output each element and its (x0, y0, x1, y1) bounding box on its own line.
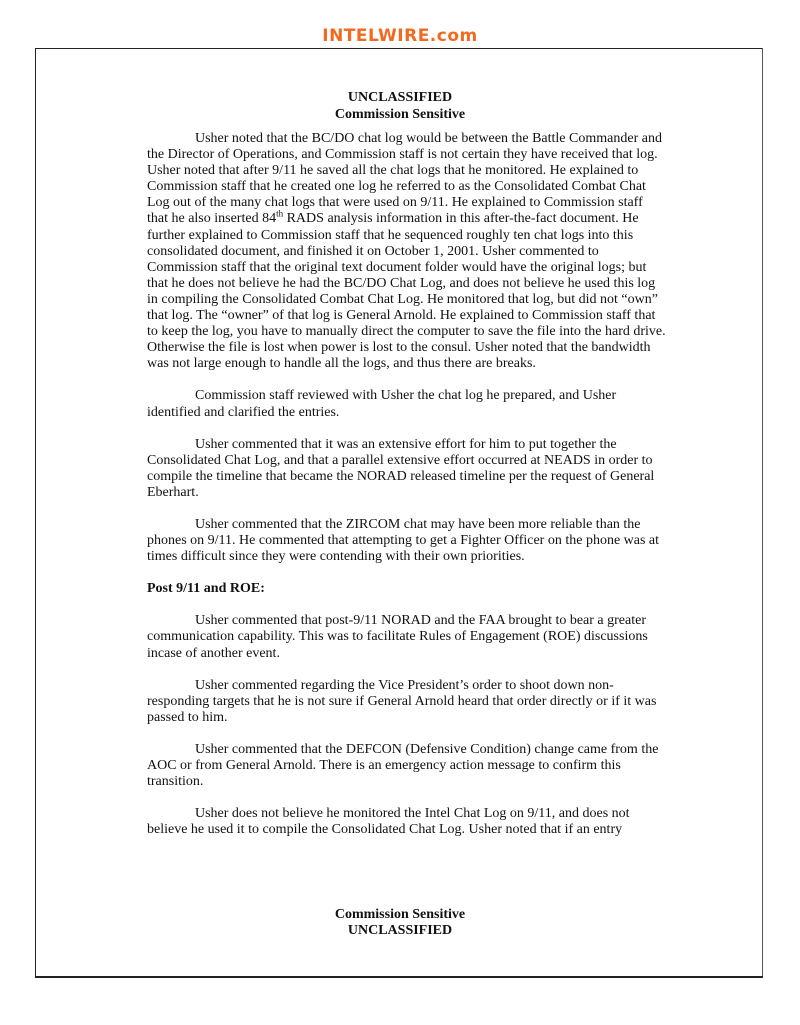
header-sensitivity: Commission Sensitive (334, 107, 466, 122)
header-classification: UNCLASSIFIED (347, 90, 453, 105)
paragraph-8: Usher does not believe he monitored the Intel Chat Log on 9/11, and does not believe he used it to compile the Consolidated Chat Log. Usher noted that if an entry (147, 806, 630, 838)
paragraph-2: Commission staff reviewed with Usher the chat log he prepared, and Usher identified and clarified the entries. (147, 388, 617, 420)
paragraph-4: Usher commented that the ZIRCOM chat may have been more reliable than the phones on 9/11. He commented that attempting to get a Fighter Officer on the phone was at times difficult since they were contending with their own priorities. (147, 516, 660, 565)
paragraph-1: Usher noted that the BC/DO chat log would be between the Battle Commander and the Director of Operations, and Commission staff is not certain they have received that log. Usher noted that after 9/11 he saved all the chat logs that he monitored. He explained to Commission staff that he created one log he referred to as the Consolidated Combat Chat Log out of the many chat logs that were used on 9/11. He explained to Commission staff that he also inserted 84th RADS analysis information in this after-the-fact document. He further explained to Commission staff that he sequenced roughly ten chat logs into this consolidated document, and finished it on October 1, 2001. Usher commented to Commission staff that the original text document folder would have the original logs; but that he does not believe he had the BC/DO Chat Log, and does not believe he used this log in compiling the Consolidated Combat Chat Log. He monitored that log, but did not “own” that log. The “owner” of that log is General Arnold. He explained to Commission staff that to keep the log, you have to manually direct the computer to save the file into the hard drive. Otherwise the file is lost when power is lost to the consul. Usher noted that the bandwidth was not large enough to handle all the logs, and thus there are breaks. (147, 131, 666, 372)
section-heading: Post 9/11 and ROE: (147, 581, 265, 597)
paragraph-7: Usher commented that the DEFCON (Defensive Condition) change came from the AOC or from General Arnold. There is an emergency action message to confirm this transition. (147, 741, 659, 790)
paragraph-3: Usher commented that it was an extensive effort for him to put together the Consolidated Chat Log, and that a parallel extensive effort occurred at NEADS in order to compile the timeline that became the NORAD released timeline per the request of General Eberhart. (147, 436, 655, 500)
footer-classification: UNCLASSIFIED (347, 923, 453, 938)
paragraph-6: Usher commented regarding the Vice President’s order to shoot down non-responding targets that he is not sure if General Arnold heard that order directly or if it was passed to him. (147, 677, 657, 725)
document-body (147, 131, 667, 854)
footer-sensitivity: Commission Sensitive (334, 907, 466, 922)
intelwire-watermark: INTELWIRE.com (322, 26, 478, 46)
paragraph-5: Usher commented that post-9/11 NORAD and the FAA brought to bear a greater communication capability. This was to facilitate Rules of Engagement (ROE) discussions incase of another event. (147, 613, 648, 661)
